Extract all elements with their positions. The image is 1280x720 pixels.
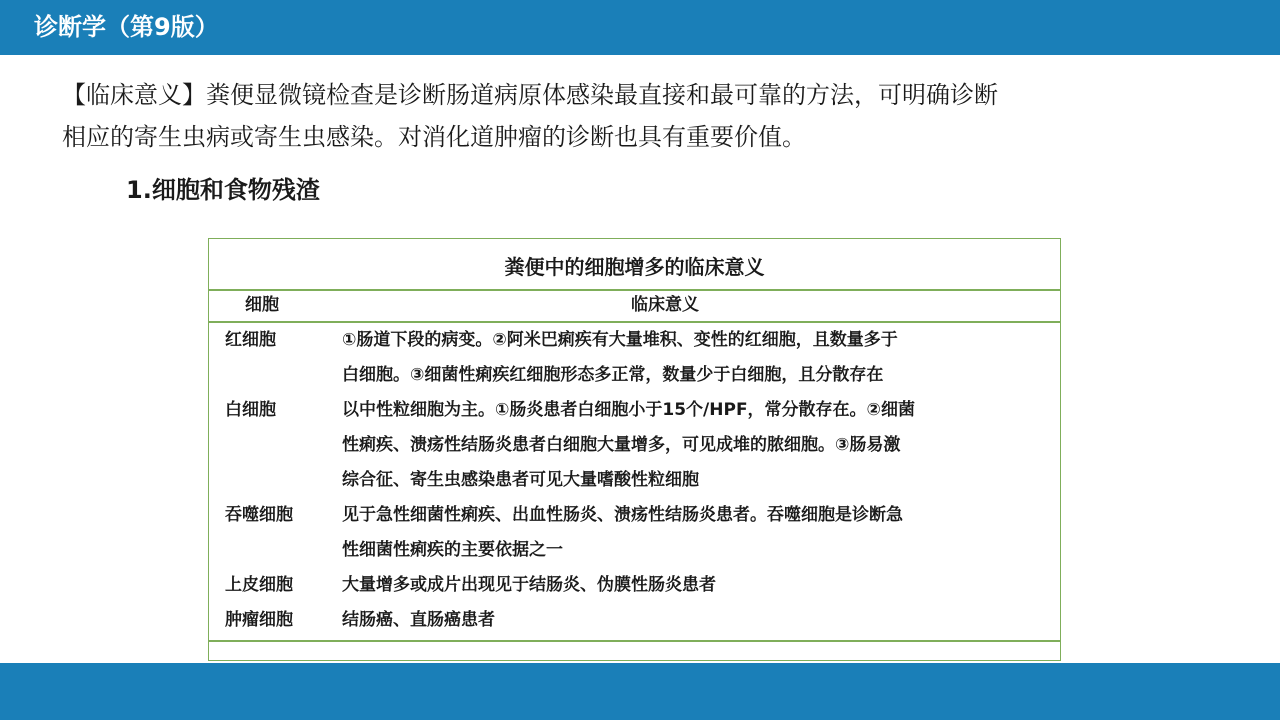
row-text-line: 见于急性细菌性痢疾、出血性肠炎、溃疡性结肠炎患者。吞噬细胞是诊断急 bbox=[342, 505, 903, 525]
row-text-line: 结肠癌、直肠癌患者 bbox=[342, 610, 495, 630]
page-title: 诊断学（第9版） bbox=[34, 13, 219, 41]
row-name-phagocyte: 吞噬细胞 bbox=[225, 505, 293, 525]
row-text-line: 性痢疾、溃疡性结肠炎患者白细胞大量增多，可见成堆的脓细胞。③肠易激 bbox=[342, 435, 901, 455]
intro-line-2: 相应的寄生虫病或寄生虫感染。对消化道肿瘤的诊断也具有重要价值。 bbox=[62, 123, 806, 151]
row-name-red-cell: 红细胞 bbox=[225, 330, 276, 350]
intro-paragraph bbox=[62, 74, 1162, 158]
header-bar bbox=[0, 0, 1280, 55]
section-heading: 1.细胞和食物残渣 bbox=[126, 176, 320, 204]
column-header-cell: 细胞 bbox=[245, 295, 279, 315]
row-text-line: ①肠道下段的病变。②阿米巴痢疾有大量堆积、变性的红细胞，且数量多于 bbox=[342, 330, 898, 350]
row-name-white-cell: 白细胞 bbox=[225, 400, 276, 420]
row-text-line: 白细胞。③细菌性痢疾红细胞形态多正常，数量少于白细胞，且分散存在 bbox=[342, 365, 884, 385]
row-text-line: 以中性粒细胞为主。①肠炎患者白细胞小于15个/HPF，常分散存在。②细菌 bbox=[342, 400, 915, 420]
clinical-table bbox=[208, 238, 1061, 661]
row-name-epithelial-cell: 上皮细胞 bbox=[225, 575, 293, 595]
column-header-significance: 临床意义 bbox=[631, 295, 699, 315]
footer-bar bbox=[0, 663, 1280, 720]
table-title: 粪便中的细胞增多的临床意义 bbox=[504, 255, 765, 279]
row-text-line: 综合征、寄生虫感染患者可见大量嗜酸性粒细胞 bbox=[342, 470, 699, 490]
row-name-tumor-cell: 肿瘤细胞 bbox=[225, 610, 293, 630]
table-rule-bottom bbox=[209, 640, 1060, 642]
intro-line-1: 【临床意义】粪便显微镜检查是诊断肠道病原体感染最直接和最可靠的方法，可明确诊断 bbox=[62, 81, 998, 109]
row-text-line: 性细菌性痢疾的主要依据之一 bbox=[342, 540, 563, 560]
row-text-line: 大量增多或成片出现见于结肠炎、伪膜性肠炎患者 bbox=[342, 575, 716, 595]
